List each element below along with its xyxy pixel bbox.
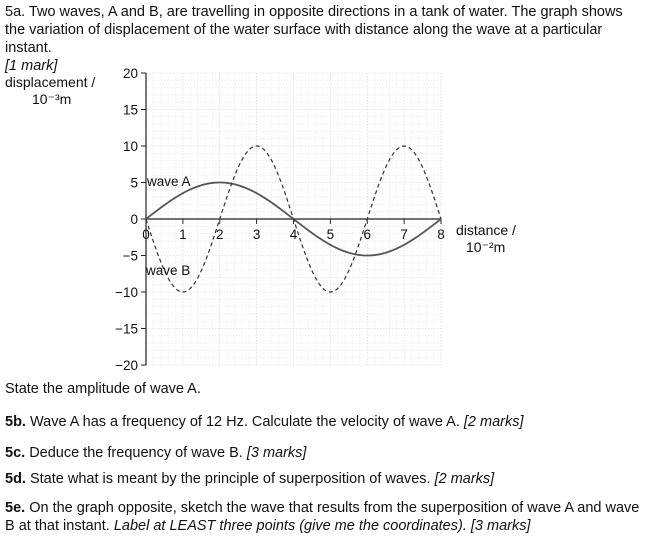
y-tick-label: −20 <box>115 358 138 373</box>
question-5d-marks: [2 marks] <box>434 471 495 487</box>
y-tick-label: 5 <box>130 175 138 191</box>
question-5e-label: 5e. <box>5 500 26 516</box>
x-tick-label: 4 <box>289 227 298 242</box>
question-5a-marks: [1 mark] <box>5 58 58 74</box>
wave-b-label: wave B <box>146 263 191 278</box>
y-tick-label: −10 <box>115 285 138 300</box>
question-5a-text: 5a. Two waves, A and B, are travelling in opposite directions in a tank of water. The graph shows the variation of displacement of the water surface with distance along the wave at a particular instant. <box>5 4 623 56</box>
question-5d <box>5 470 494 488</box>
question-5c-text: Deduce the frequency of wave B. <box>25 445 247 461</box>
x-tick-label: 5 <box>326 227 335 242</box>
x-tick-label: 1 <box>179 227 187 242</box>
question-5b-marks: [2 marks] <box>463 414 524 430</box>
question-5d-text: State what is meant by the principle of superposition of waves. <box>25 471 435 487</box>
question-5e-marks: Label at LEAST three points (give me the coordinates). [3 marks] <box>113 518 531 534</box>
y-tick-label: 20 <box>122 66 138 81</box>
question-5a-ask-text: State the amplitude of wave A. <box>5 381 201 397</box>
question-5b <box>5 413 524 431</box>
x-axis-label-line1: distance / <box>456 222 516 238</box>
question-5a-ask <box>5 380 201 398</box>
y-axis-label-line1: displacement / <box>5 74 96 90</box>
y-tick-label: 15 <box>122 102 138 118</box>
y-tick-label: 0 <box>130 212 138 227</box>
x-tick-label: 3 <box>252 227 261 242</box>
question-5c <box>5 444 306 462</box>
x-axis-label-line2: 10⁻²m <box>466 239 506 255</box>
x-tick-label: 8 <box>437 227 445 242</box>
question-5b-text: Wave A has a frequency of 12 Hz. Calculate the velocity of wave A. <box>25 414 464 430</box>
x-tick-label: 6 <box>363 227 372 242</box>
question-5e <box>5 499 651 535</box>
question-5c-marks: [3 marks] <box>246 445 307 461</box>
x-tick-label: 2 <box>215 227 224 242</box>
question-5d-label: 5d. <box>5 471 26 487</box>
x-tick-label: 7 <box>400 227 408 242</box>
question-5b-label: 5b. <box>5 414 26 430</box>
question-5e-text: On the graph opposite, sketch the wave that results from the superposition of wave A and wave B at that instant. <box>5 500 640 534</box>
y-axis-label-line2: 10⁻³m <box>32 91 72 107</box>
y-tick-label: −5 <box>122 248 138 264</box>
x-tick-label: 0 <box>142 227 150 242</box>
y-tick-label: −15 <box>115 321 138 337</box>
question-5c-label: 5c. <box>5 445 26 461</box>
y-tick-label: 10 <box>122 139 138 154</box>
wave-a-label: wave A <box>147 174 191 189</box>
graph-labels <box>5 74 516 278</box>
